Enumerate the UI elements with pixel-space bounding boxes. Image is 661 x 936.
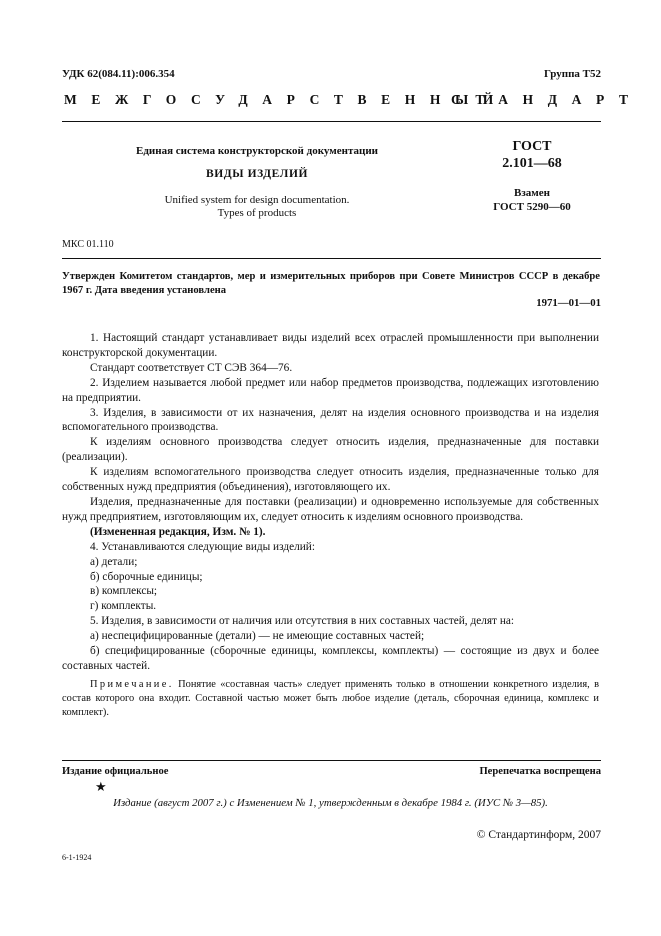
replaced-standard: ГОСТ 5290—60 [493, 201, 571, 213]
list-item-d: г) комплекты. [90, 600, 157, 613]
middle-rule [62, 258, 601, 259]
paragraph-3: 2. Изделием называется любой предмет или набор предметов производства, подлежащих изготовлению на предприятии. [62, 376, 599, 404]
paragraph-4: 3. Изделия, в зависимости от их назначения, делят на изделия основного производства и на изделия вспомогательного производства. [62, 406, 599, 434]
paragraph-7: Изделия, предназначенные для поставки (реализации) и одновременно используемые для собственных нужд предприятием, изготовляющим их, следует относить к изделиям основного производства. [62, 495, 599, 523]
top-rule [62, 121, 601, 122]
gost-number: 2.101—68 [502, 156, 562, 171]
list-item-b: б) сборочные единицы; [90, 570, 203, 583]
list-item-a: а) детали; [90, 555, 138, 568]
paragraph-14: 5. Изделия, в зависимости от наличия или отсутствия в них составных частей, делят на: [90, 615, 515, 628]
interstate-heading: МЕЖГОСУДАРСТВЕННЫЙ [64, 92, 508, 107]
note-label: Примечание. [90, 678, 174, 690]
paragraph-9: 4. Устанавливаются следующие виды изделий: [90, 540, 315, 553]
english-title-line-2: Types of products [217, 207, 297, 219]
system-name: Единая система конструкторской документации [136, 145, 378, 157]
document-body [62, 331, 599, 720]
standard-heading: СТАНДАРТ [451, 92, 643, 107]
document-title: ВИДЫ ИЗДЕЛИЙ [205, 168, 309, 180]
paragraph-2: Стандарт соответствует СТ СЭВ 364—76. [90, 361, 293, 374]
paragraph-15: а) неспецифицированные (детали) — не имеющие составных частей; [90, 630, 425, 643]
paragraph-1: 1. Настоящий стандарт устанавливает виды изделий всех отраслей промышленности при выполнении конструкторской документации. [62, 332, 599, 359]
group-code: Группа Т52 [543, 68, 601, 80]
amendment-note: (Измененная редакция, Изм. № 1). [90, 525, 266, 538]
bottom-rule [62, 760, 601, 761]
paragraph-5: К изделиям основного производства следует относить изделия, предназначенные для поставки (реализации). [62, 436, 599, 464]
official-edition: Издание официальное [62, 766, 169, 777]
introduction-date: 1971—01—01 [536, 297, 601, 309]
replaces-label: Взамен [514, 187, 550, 199]
copyright: © Стандартинформ, 2007 [476, 829, 601, 841]
approval-statement: Утвержден Комитетом стандартов, мер и измерительных приборов при Совете Министров СССР в декабре 1967 г. Дата введения установлена [62, 271, 600, 296]
list-item-c: в) комплексы; [90, 585, 158, 598]
udc-code: УДК 62(084.11):006.354 [62, 68, 175, 80]
english-title-line-1: Unified system for design documentation. [164, 194, 350, 206]
star-icon: ★ [95, 779, 107, 794]
gost-label: ГОСТ [512, 139, 552, 154]
note-text: Понятие «составная часть» следует применять только в отношении конкретного изделия, в состав которого она входит. Составной частью может быть любое изделие (деталь, сборочная единица, комплекс и комплект). [62, 678, 599, 718]
mks-code: МКС 01.110 [62, 239, 114, 250]
reprint-prohibited: Перепечатка воспрещена [479, 766, 601, 777]
paragraph-16: б) специфицированные (сборочные единицы, комплексы, комплекты) — состоящие из двух и более составных частей. [62, 645, 599, 672]
paragraph-6: К изделиям вспомогательного производства следует относить изделия, предназначенные только для собственных нужд предприятия (объединения), изготовляющего их. [62, 466, 599, 494]
print-code: 6-1-1924 [62, 853, 92, 862]
note [62, 678, 599, 720]
edition-note: Издание (август 2007 г.) с Изменением № 1, утвержденным в декабре 1984 г. (ИУС № 3—85). [113, 797, 548, 809]
